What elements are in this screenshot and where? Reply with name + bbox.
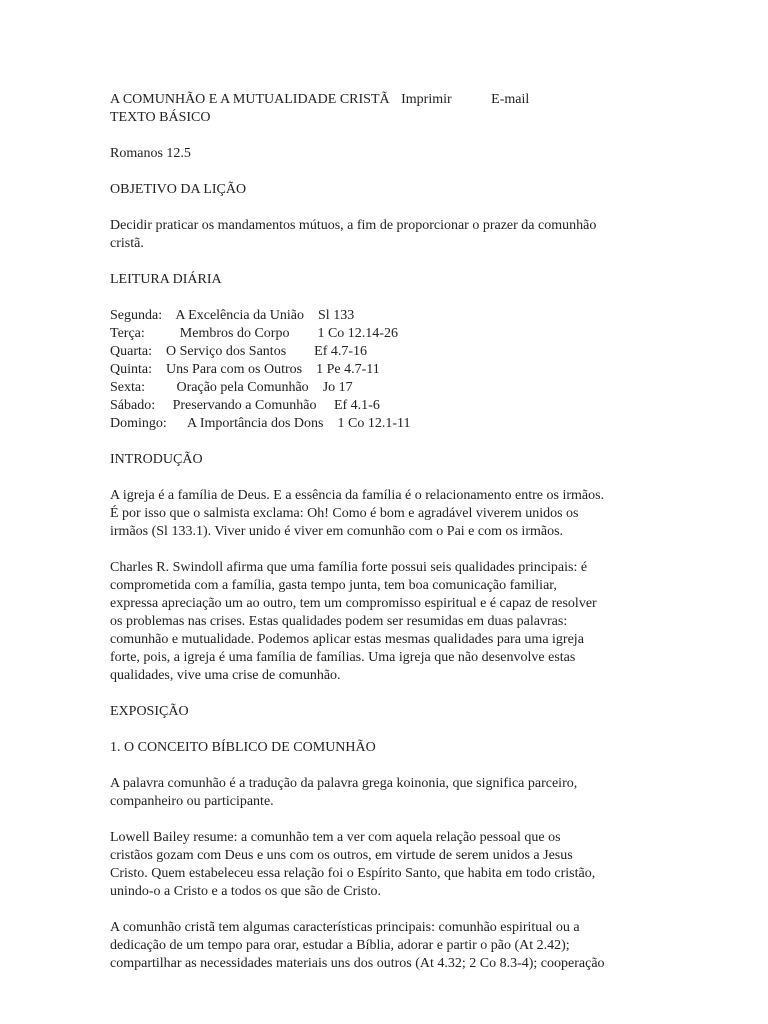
paragraph-line: irmãos (Sl 133.1). Viver unido é viver em comunhão com o Pai e com os irmãos. xyxy=(110,524,564,539)
paragraph-line: É por isso que o salmista exclama: Oh! Como é bom e agradável viverem unidos os xyxy=(110,506,579,521)
reading-row: Sábado: Preservando a Comunhão Ef 4.1-6 xyxy=(110,398,380,413)
paragraph-line: A comunhão cristã tem algumas características principais: comunhão espiritual ou a xyxy=(110,920,580,935)
paragraph-line: Lowell Bailey resume: a comunhão tem a ver com aquela relação pessoal que os xyxy=(110,830,561,845)
introduction-heading: INTRODUÇÃO xyxy=(110,452,203,467)
objective-text-line: Decidir praticar os mandamentos mútuos, a fim de proporcionar o prazer da comunhão xyxy=(110,218,597,233)
document-subtitle: TEXTO BÁSICO xyxy=(110,110,211,125)
introduction-paragraph xyxy=(110,487,670,541)
exposition-paragraph xyxy=(110,919,670,973)
reading-row: Sexta: Oração pela Comunhão Jo 17 xyxy=(110,380,353,395)
document-title: A COMUNHÃO E A MUTUALIDADE CRISTÃ xyxy=(110,92,390,107)
reading-row: Domingo: A Importância dos Dons 1 Co 12.1-11 xyxy=(110,416,411,431)
section-heading: 1. O CONCEITO BÍBLICO DE COMUNHÃO xyxy=(110,740,376,755)
reading-row: Terça: Membros do Corpo 1 Co 12.14-26 xyxy=(110,326,398,341)
paragraph-line: compartilhar as necessidades materiais uns dos outros (At 4.32; 2 Co 8.3-4); cooperação xyxy=(110,956,605,971)
exposition-paragraph xyxy=(110,829,670,901)
base-text-reference: Romanos 12.5 xyxy=(110,146,191,161)
paragraph-line: expressa apreciação um ao outro, tem um compromisso espiritual e é capaz de resolver xyxy=(110,596,597,611)
daily-reading-list xyxy=(110,307,670,433)
paragraph-line: comprometida com a família, gasta tempo junta, tem boa comunicação familiar, xyxy=(110,578,557,593)
paragraph-line: companheiro ou participante. xyxy=(110,794,274,809)
print-link[interactable]: Imprimir xyxy=(401,92,452,107)
title-line xyxy=(110,91,670,109)
objective-text-line: cristã. xyxy=(110,236,144,251)
paragraph-line: os problemas nas crises. Estas qualidades podem ser resumidas em duas palavras: xyxy=(110,614,568,629)
reading-row: Quinta: Uns Para com os Outros 1 Pe 4.7-11 xyxy=(110,362,380,377)
reading-row: Segunda: A Excelência da União Sl 133 xyxy=(110,308,355,323)
email-link[interactable]: E-mail xyxy=(491,92,530,107)
paragraph-line: cristãos gozam com Deus e uns com os outros, em virtude de serem unidos a Jesus xyxy=(110,848,573,863)
paragraph-line: qualidades, vive uma crise de comunhão. xyxy=(110,668,341,683)
paragraph-line: Charles R. Swindoll afirma que uma família forte possui seis qualidades principais: é xyxy=(110,560,588,575)
paragraph-line: comunhão e mutualidade. Podemos aplicar estas mesmas qualidades para uma igreja xyxy=(110,632,584,647)
document-page xyxy=(110,91,670,973)
exposition-paragraph xyxy=(110,775,670,811)
introduction-paragraph xyxy=(110,559,670,685)
paragraph-line: Cristo. Quem estabeleceu essa relação foi o Espírito Santo, que habita em todo cristão, xyxy=(110,866,596,881)
paragraph-line: forte, pois, a igreja é uma família de famílias. Uma igreja que não desenvolve estas xyxy=(110,650,576,665)
paragraph-line: unindo-o a Cristo e a todos os que são de Cristo. xyxy=(110,884,382,899)
paragraph-line: dedicação de um tempo para orar, estudar a Bíblia, adorar e partir o pão (At 2.42); xyxy=(110,938,570,953)
exposition-heading: EXPOSIÇÃO xyxy=(110,704,189,719)
paragraph-line: A palavra comunhão é a tradução da palavra grega koinonia, que significa parceiro, xyxy=(110,776,578,791)
reading-row: Quarta: O Serviço dos Santos Ef 4.7-16 xyxy=(110,344,368,359)
paragraph-line: A igreja é a família de Deus. E a essência da família é o relacionamento entre os irmãos. xyxy=(110,488,605,503)
objective-heading: OBJETIVO DA LIÇÃO xyxy=(110,182,247,197)
daily-reading-heading: LEITURA DIÁRIA xyxy=(110,272,222,287)
